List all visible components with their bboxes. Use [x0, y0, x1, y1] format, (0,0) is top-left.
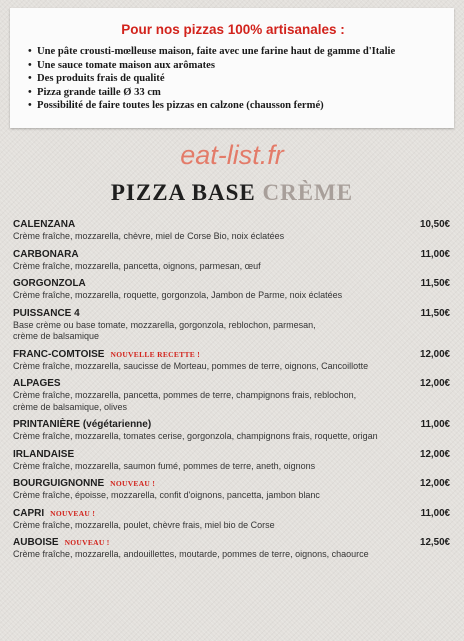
item-name: CALENZANA — [13, 219, 76, 230]
intro-title: Pour nos pizzas 100% artisanales : — [121, 22, 345, 37]
item-name-line — [13, 508, 443, 520]
item-description: Crème fraîche, mozzarella, chèvre, miel de Corse Bio, noix éclatées — [13, 231, 285, 241]
item-description: crème de balsamique, olives — [13, 401, 128, 412]
item-name: IRLANDAISE — [13, 448, 75, 460]
item-price: 10,50€ — [420, 219, 450, 230]
intro-panel — [10, 8, 454, 128]
item-name: GORGONZOLA — [13, 278, 86, 289]
section-title-accent: CRÈME — [262, 180, 354, 205]
item-description: Crème fraîche, époisse, mozzarella, confit d'oignons, pancetta, jambon blanc — [13, 490, 320, 500]
feature-list — [28, 45, 438, 113]
menu-item — [13, 219, 450, 243]
item-price: 12,00€ — [420, 478, 450, 489]
item-description: Crème fraîche, mozzarella, saumon fumé, pommes de terre, aneth, oignons — [13, 460, 316, 471]
item-price: 12,00€ — [420, 378, 450, 389]
item-description: Base crème ou base tomate, mozzarella, gorgonzola, reblochon, parmesan, — [13, 319, 316, 330]
item-name-line — [13, 249, 443, 261]
item-price: 11,00€ — [420, 419, 450, 430]
bullet-icon: • — [28, 46, 32, 57]
section-title — [0, 180, 464, 206]
item-name: FRANC-COMTOISE — [13, 348, 105, 360]
item-description: Crème fraîche, mozzarella, andouillettes, moutarde, pommes de terre, oignons, chaource — [13, 549, 369, 559]
bullet-icon: • — [28, 73, 32, 84]
item-description: Crème fraîche, mozzarella, pancetta, pommes de terre, champignons frais, reblochon, — [13, 390, 357, 400]
feature-item: • Pizza grande taille Ø 33 cm — [28, 86, 161, 98]
item-name: BOURGUIGNONNE — [13, 478, 105, 489]
menu-item — [13, 419, 450, 443]
item-name: ALPAGES — [13, 378, 61, 389]
item-name: CARBONARA — [13, 248, 79, 260]
bullet-icon: • — [28, 100, 32, 111]
item-price: 12,00€ — [420, 348, 450, 360]
item-name: CAPRI — [13, 507, 45, 519]
menu-item — [13, 248, 450, 273]
item-description: Crème fraîche, mozzarella, saucisse de Morteau, pommes de terre, oignons, Cancoillotte — [13, 360, 369, 371]
menu-item — [13, 478, 450, 502]
bullet-icon: • — [28, 59, 32, 71]
bullet-icon: • — [28, 86, 32, 98]
feature-item: • Une sauce tomate maison aux arômates — [28, 59, 216, 71]
item-name-line — [13, 278, 443, 290]
new-badge: NOUVEAU ! — [50, 508, 96, 518]
item-description: Crème fraîche, mozzarella, pancetta, oignons, parmesan, œuf — [13, 260, 261, 271]
item-price: 11,00€ — [420, 248, 450, 260]
feature-item: • Des produits frais de qualité — [28, 73, 165, 84]
menu-item — [13, 348, 450, 373]
item-price: 12,00€ — [420, 448, 450, 460]
new-badge: NOUVELLE RECETTE ! — [110, 349, 201, 359]
item-name: AUBOISE — [13, 537, 59, 548]
menu-item — [13, 448, 450, 473]
item-price: 12,50€ — [420, 537, 450, 548]
item-name-line — [13, 449, 443, 461]
menu-item — [13, 278, 450, 302]
section-title-main: PIZZA BASE — [110, 180, 263, 205]
item-name-line — [13, 349, 443, 361]
item-name-line — [13, 419, 443, 431]
item-price: 11,00€ — [420, 507, 450, 519]
menu-item — [13, 507, 450, 532]
item-description: Crème fraîche, mozzarella, poulet, chèvre frais, miel bio de Corse — [13, 519, 275, 530]
item-price: 11,50€ — [420, 307, 450, 319]
item-description: crème de balsamique — [13, 331, 100, 341]
item-name-line — [13, 537, 443, 549]
item-price: 11,50€ — [420, 278, 450, 289]
watermark: eat-list.fr — [180, 140, 284, 170]
menu-item — [13, 307, 450, 343]
item-name-line — [13, 219, 443, 231]
item-name-line — [13, 378, 443, 390]
feature-item: • Une pâte crousti-mœlleuse maison, faite avec une farine haut de gamme d'Italie — [28, 46, 396, 57]
menu-item — [13, 378, 450, 413]
new-badge: NOUVEAU ! — [64, 538, 110, 547]
feature-item: • Possibilité de faire toutes les pizzas en calzone (chausson fermé) — [28, 100, 324, 111]
item-description: Crème fraîche, mozzarella, tomates cerise, gorgonzola, champignons frais, roquette, origan — [13, 431, 378, 441]
item-name-line — [13, 478, 443, 490]
menu-item — [13, 537, 450, 561]
item-description: Crème fraîche, mozzarella, roquette, gorgonzola, Jambon de Parme, noix éclatées — [13, 290, 343, 300]
item-name-line — [13, 308, 443, 320]
item-name: PRINTANIÈRE (végétarienne) — [13, 419, 152, 430]
menu-list — [13, 219, 450, 567]
item-name: PUISSANCE 4 — [13, 307, 80, 319]
new-badge: NOUVEAU ! — [110, 479, 156, 488]
